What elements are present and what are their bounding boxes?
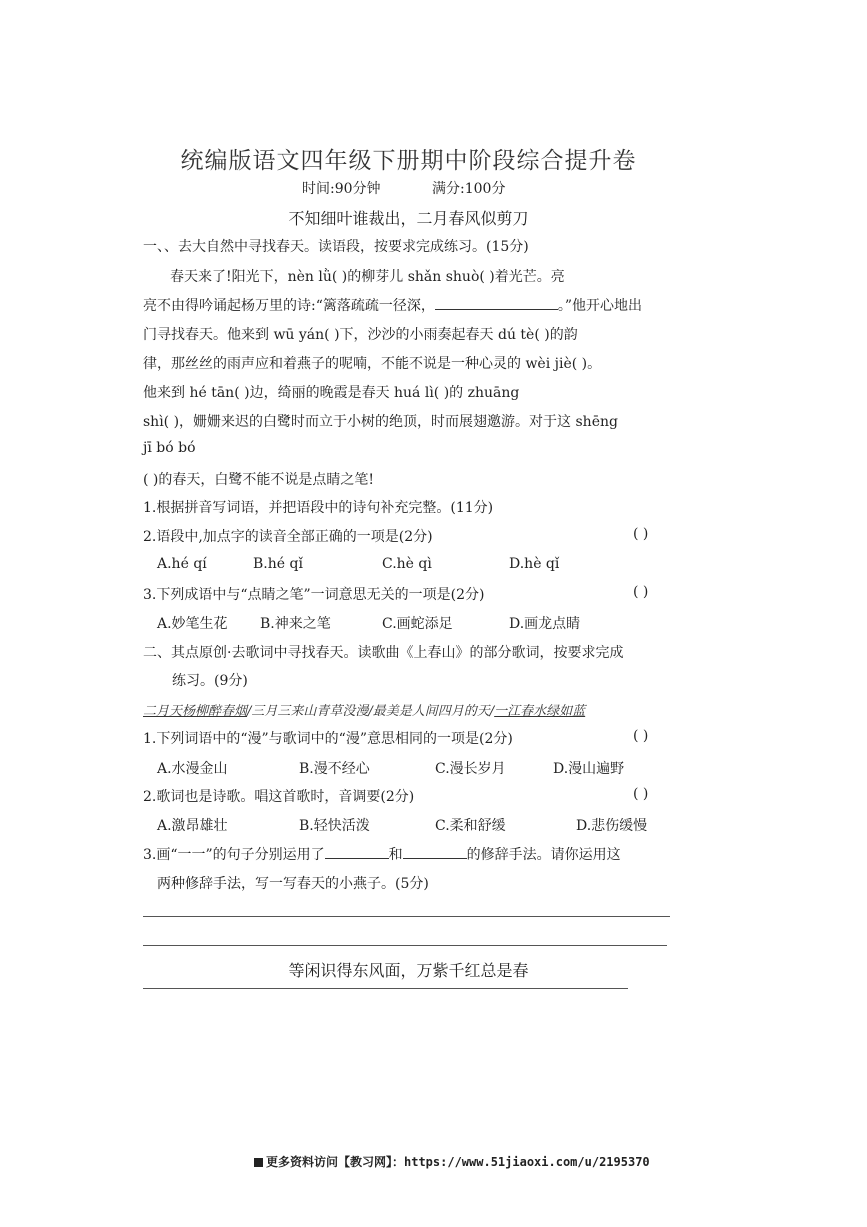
lyrics-excerpt — [143, 700, 585, 719]
para-line-2-end: 。”他开心地出 — [557, 298, 643, 314]
section3-divider — [143, 988, 628, 989]
answer-line-2[interactable] — [143, 945, 667, 946]
s1-q2-option-b: B.hé qǐ — [253, 556, 303, 572]
lyrics-middle: /三月三来山青草没漫/最美是人间四月的天/ — [247, 704, 495, 719]
s2-q1-answer-paren[interactable]: ( ) — [633, 728, 649, 744]
lyrics-underlined-1: 二月天杨柳醉春烟 — [143, 704, 248, 719]
footer-text: 更多资料访问【教习网】：https://www.51jiaoxi.com/u/2195370 — [266, 1155, 650, 1169]
s2-q3-text-2: 和 — [388, 847, 403, 863]
s1-q3-option-a: A.妙笔生花 — [157, 616, 228, 632]
s1-q2-answer-paren[interactable]: ( ) — [633, 526, 649, 542]
para-line-5: 他来到 hé tān( )边，绮丽的晚霞是春天 huá lì( )的 zhuāng — [143, 385, 520, 401]
para-line-3: 门寻找春天。他来到 wū yán( )下，沙沙的小雨奏起春天 dú tè( )的韵 — [143, 327, 578, 343]
s2-question-2: 2.歌词也是诗歌。唱这首歌时，音调要(2分) — [143, 789, 415, 805]
s2-question-3 — [143, 844, 621, 864]
exam-score: 满分:100分 — [432, 181, 506, 197]
s1-q2-option-d: D.hè qǐ — [509, 556, 560, 572]
s2-q1-option-a: A.水漫金山 — [157, 761, 228, 777]
para-line-6: shì( )，姗姗来迟的白鹭时而立于小树的绝顶，时而展翅邀游。对于这 shēng — [143, 414, 618, 430]
para-line-2 — [143, 295, 642, 315]
s1-q2-option-a: A.hé qí — [157, 556, 207, 572]
s2-question-3-cont: 两种修辞手法，写一写春天的小燕子。(5分) — [157, 876, 429, 892]
s1-q3-option-d: D.画龙点睛 — [509, 616, 581, 632]
s1-q2-option-c: C.hè qì — [382, 556, 432, 572]
poem-blank[interactable] — [435, 295, 558, 310]
s2-q3-text-3: 的修辞手法。请你运用这 — [466, 847, 621, 863]
para-line-7: jī bó bó — [143, 440, 196, 456]
s2-q3-text-1: 3.画“一一”的句子分别运用了 — [143, 847, 325, 863]
s2-q2-option-a: A.激昂雄壮 — [157, 818, 228, 834]
footer-link[interactable] — [254, 1153, 650, 1170]
answer-line-1[interactable] — [143, 916, 670, 917]
s2-q1-option-c: C.漫长岁月 — [435, 761, 506, 777]
s1-q3-answer-paren[interactable]: ( ) — [633, 584, 649, 600]
s2-q2-option-d: D.悲伤缓慢 — [576, 818, 648, 834]
lyrics-underlined-2: 一江春水绿如蓝 — [494, 704, 586, 719]
section1-poem-title: 不知细叶谁裁出，二月春风似剪刀 — [288, 209, 529, 228]
para-line-1: 春天来了!阳光下，nèn lǜ( )的柳芽儿 shǎn shuò( )着光芒。亮 — [170, 269, 565, 285]
rhetoric-blank-2[interactable] — [403, 844, 467, 859]
s1-question-2: 2.语段中,加点字的读音全部正确的一项是(2分) — [143, 529, 433, 545]
section3-poem-title: 等闲识得东风面，万紫千红总是春 — [288, 961, 529, 980]
section1-heading: 一、、去大自然中寻找春天。读语段，按要求完成练习。(15分) — [143, 239, 529, 255]
s1-q3-option-c: C.画蛇添足 — [382, 616, 453, 632]
rhetoric-blank-1[interactable] — [325, 844, 389, 859]
flag-icon — [254, 1158, 263, 1167]
para-line-4: 律，那丝丝的雨声应和着燕子的呢喃，不能不说是一种心灵的 wèi jiè( )。 — [143, 356, 602, 372]
page-title: 统编版语文四年级下册期中阶段综合提升卷 — [180, 148, 637, 174]
s1-q3-option-b: B.神来之笔 — [260, 616, 331, 632]
exam-time: 时间:90分钟 — [302, 181, 381, 197]
section2-heading-cont: 练习。(9分) — [172, 673, 248, 689]
s2-q2-option-b: B.轻快活泼 — [299, 818, 370, 834]
s2-q1-option-b: B.漫不经心 — [299, 761, 370, 777]
s2-q1-option-d: D.漫山遍野 — [553, 761, 625, 777]
s2-q2-answer-paren[interactable]: ( ) — [633, 786, 649, 802]
para-line-2-text: 亮不由得吟诵起杨万里的诗:“篱落疏疏一径深， — [143, 298, 435, 314]
section2-heading: 二、其点原创·去歌词中寻找春天。读歌曲《上春山》的部分歌词，按要求完成 — [143, 645, 624, 661]
s2-question-1: 1.下列词语中的“漫”与歌词中的“漫”意思相同的一项是(2分) — [143, 731, 513, 747]
s2-q2-option-c: C.柔和舒缓 — [435, 818, 506, 834]
para-line-8: ( )的春天，白鹭不能不说是点睛之笔! — [143, 472, 374, 488]
s1-question-1: 1.根据拼音写词语，并把语段中的诗句补充完整。(11分) — [143, 500, 494, 516]
s1-question-3: 3.下列成语中与“点睛之笔”一词意思无关的一项是(2分) — [143, 587, 485, 603]
